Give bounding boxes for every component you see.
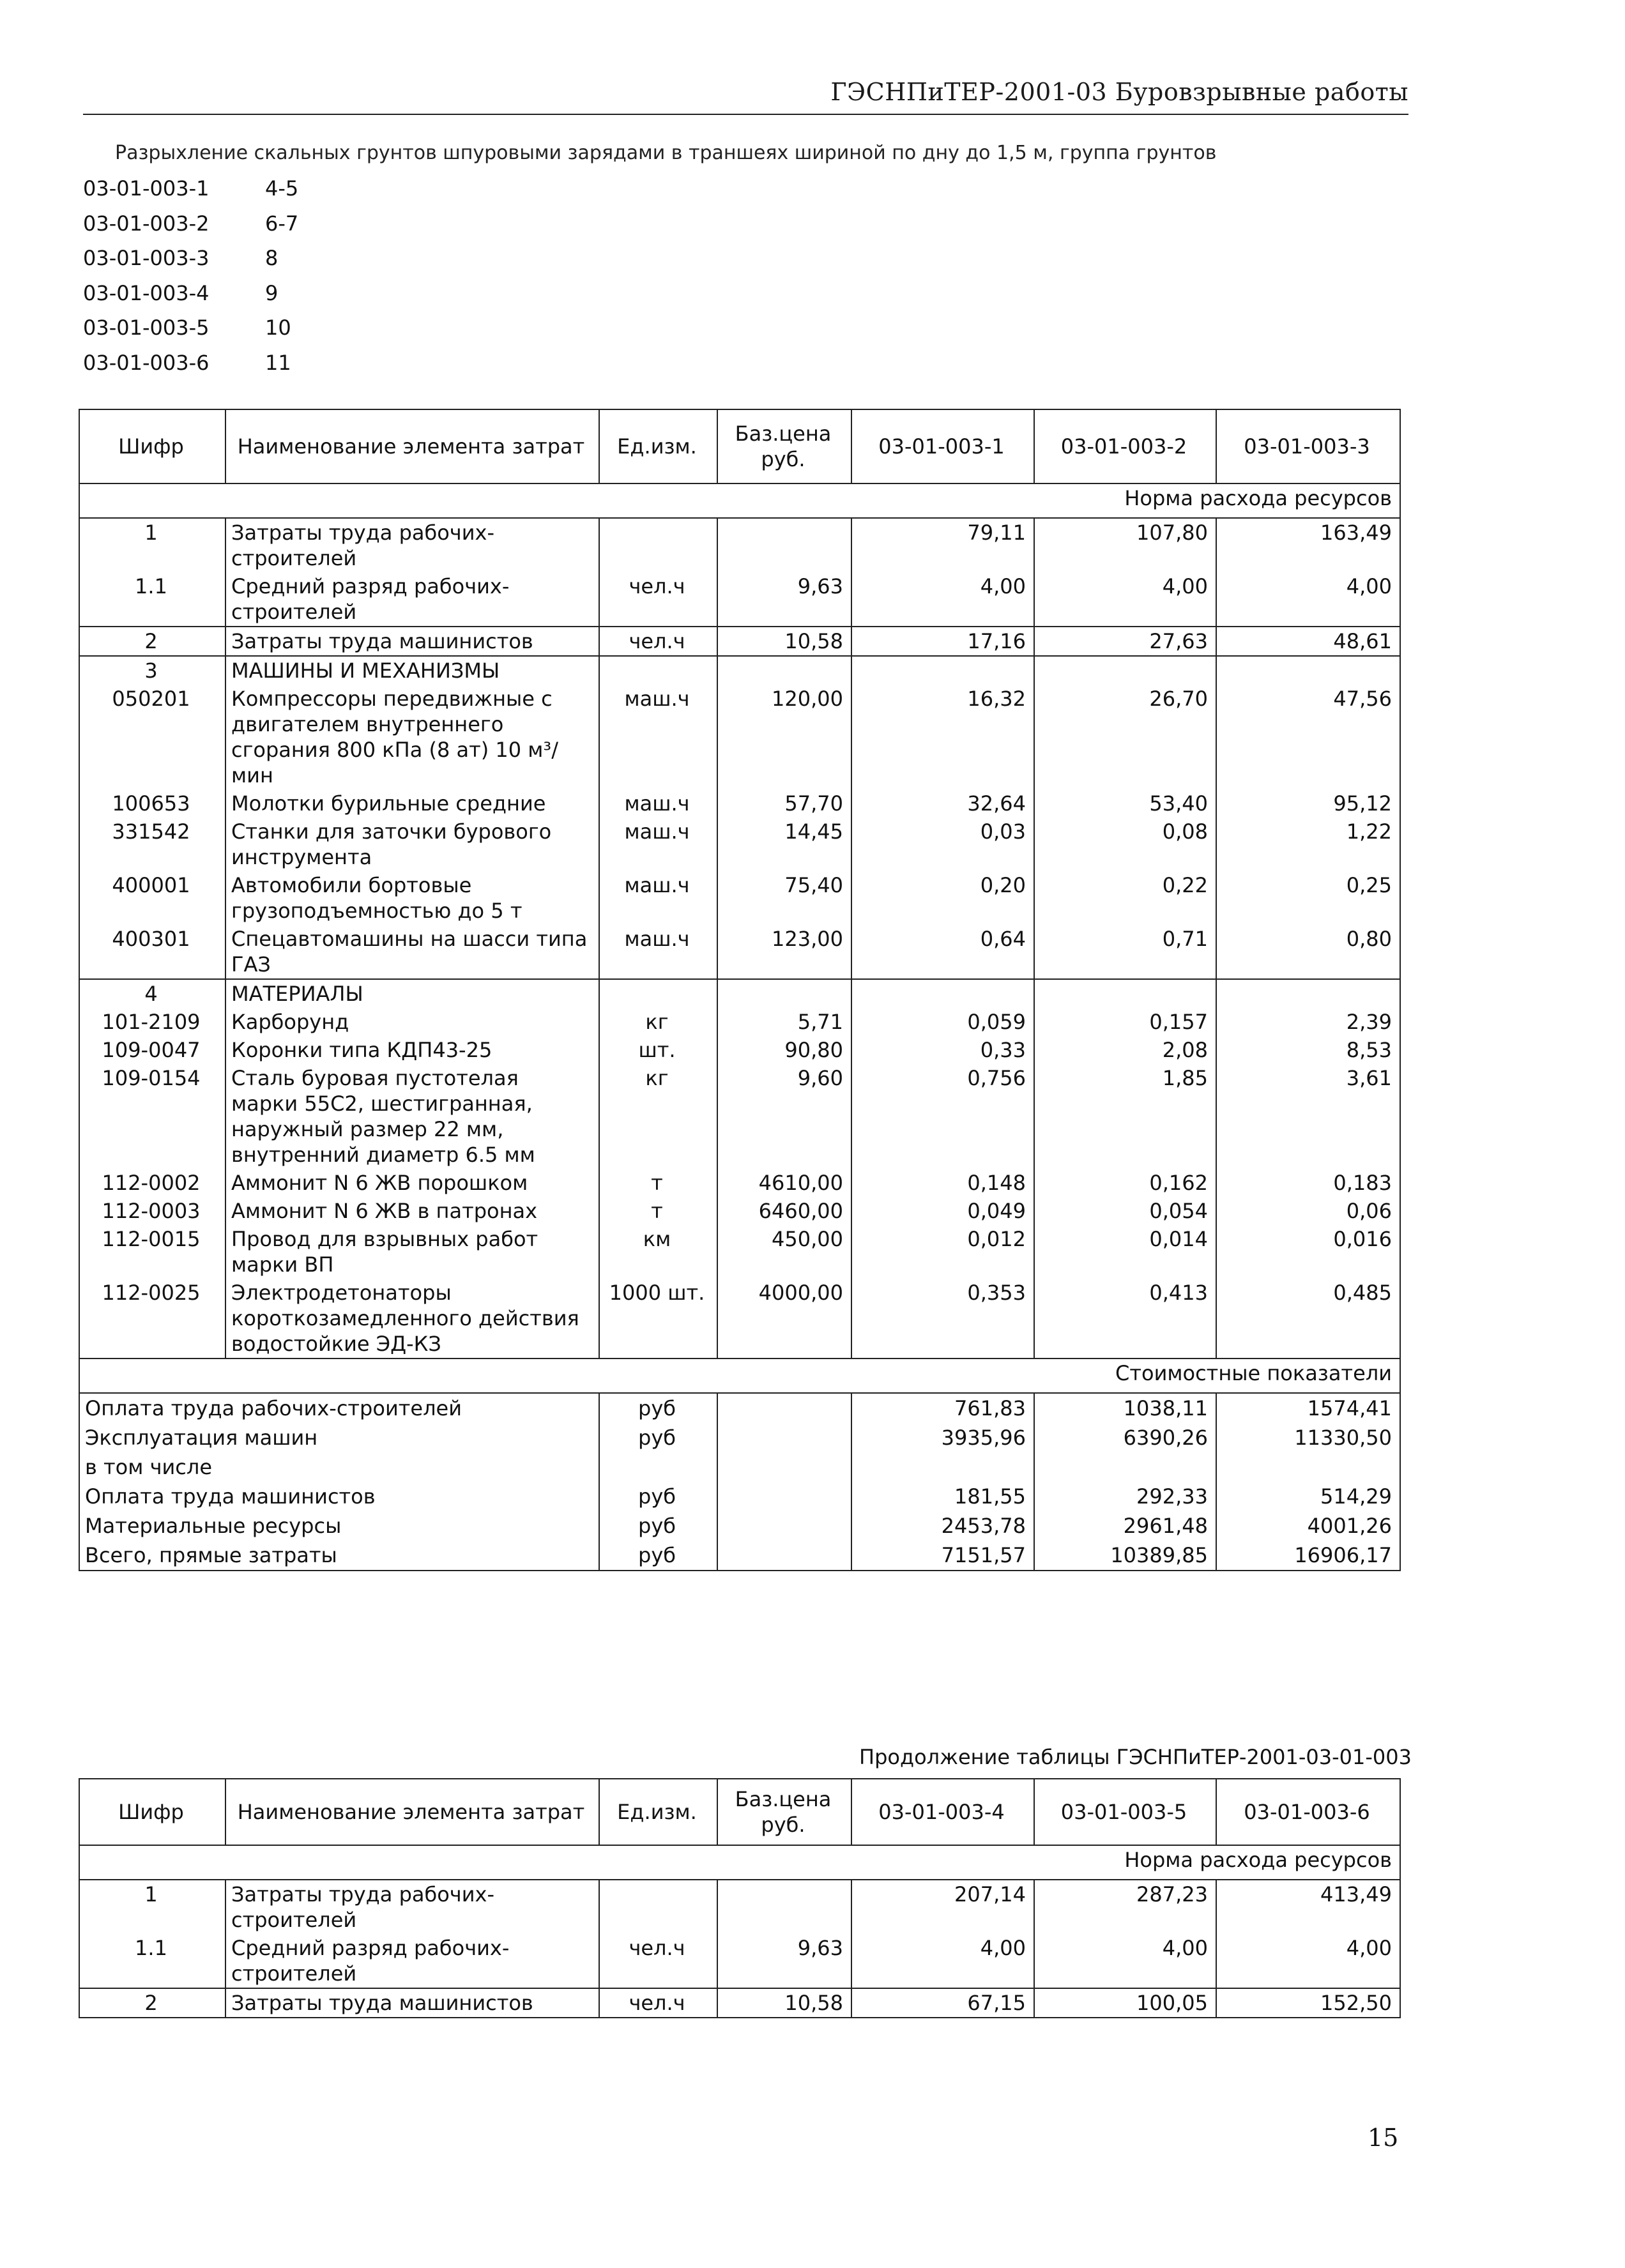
cell-norm-value bbox=[1034, 979, 1216, 1008]
cell-price bbox=[717, 518, 851, 572]
cell-code: 112-0015 bbox=[79, 1225, 225, 1279]
cell-price: 4000,00 bbox=[717, 1279, 851, 1359]
summary-label: Оплата труда машинистов bbox=[79, 1482, 599, 1511]
cell-norm-value: 79,11 bbox=[851, 518, 1034, 572]
cell-code: 1.1 bbox=[79, 572, 225, 627]
resource-norm-table-continued bbox=[79, 1778, 1401, 2018]
cell-unit: шт. bbox=[599, 1036, 717, 1064]
cell-unit: чел.ч bbox=[599, 1988, 717, 2018]
cell-code: 400001 bbox=[79, 871, 225, 925]
column-header-name: Наименование элемента затрат bbox=[225, 409, 599, 483]
cell-norm-value bbox=[1034, 656, 1216, 685]
summary-row bbox=[79, 1452, 1400, 1482]
cell-norm-value: 413,49 bbox=[1216, 1880, 1400, 1934]
cell-norm-value bbox=[1216, 979, 1400, 1008]
soil-group: 11 bbox=[265, 350, 291, 375]
summary-row bbox=[79, 1511, 1400, 1541]
summary-unit: руб bbox=[599, 1511, 717, 1541]
cell-unit bbox=[599, 656, 717, 685]
cell-norm-value: 0,25 bbox=[1216, 871, 1400, 925]
cell-norm-value: 0,059 bbox=[851, 1008, 1034, 1036]
summary-value: 181,55 bbox=[851, 1482, 1034, 1511]
summary-label: в том числе bbox=[79, 1452, 599, 1482]
column-header-code: Шифр bbox=[79, 409, 225, 483]
summary-row bbox=[79, 1423, 1400, 1452]
cell-code: 112-0003 bbox=[79, 1197, 225, 1225]
soil-group: 9 bbox=[265, 280, 278, 305]
column-header-unit: Ед.изм. bbox=[599, 1779, 717, 1845]
cell-norm-value: 2,39 bbox=[1216, 1008, 1400, 1036]
cell-code: 2 bbox=[79, 1988, 225, 2018]
summary-unit bbox=[599, 1452, 717, 1482]
cell-price: 9,63 bbox=[717, 1934, 851, 1988]
summary-value: 2961,48 bbox=[1034, 1511, 1216, 1541]
table-row bbox=[79, 789, 1400, 818]
running-header bbox=[83, 75, 1408, 115]
cell-price: 75,40 bbox=[717, 871, 851, 925]
column-header-norm: 03-01-003-2 bbox=[1034, 409, 1216, 483]
table-row bbox=[79, 518, 1400, 572]
section-label-row bbox=[79, 1359, 1400, 1393]
cell-norm-value: 0,22 bbox=[1034, 871, 1216, 925]
cell-norm-value: 26,70 bbox=[1034, 685, 1216, 789]
cell-norm-value bbox=[1216, 656, 1400, 685]
column-header-name: Наименование элемента затрат bbox=[225, 1779, 599, 1845]
cell-name: Средний разряд рабочих-строителей bbox=[225, 1934, 599, 1988]
summary-value: 761,83 bbox=[851, 1393, 1034, 1423]
code-id: 03-01-003-4 bbox=[83, 280, 210, 305]
cell-unit: чел.ч bbox=[599, 1934, 717, 1988]
resource-norm-table bbox=[79, 409, 1401, 1571]
cell-norm-value: 1,22 bbox=[1216, 818, 1400, 871]
section-description: Разрыхление скальных грунтов шпуровыми зарядами в траншеях шириной по дну до 1,5 м, группа грунтов bbox=[115, 142, 1217, 164]
code-id: 03-01-003-6 bbox=[83, 350, 210, 375]
cell-code: 109-0047 bbox=[79, 1036, 225, 1064]
table-row bbox=[79, 818, 1400, 871]
summary-label: Всего, прямые затраты bbox=[79, 1541, 599, 1571]
cell-norm-value: 8,53 bbox=[1216, 1036, 1400, 1064]
cell-price: 4610,00 bbox=[717, 1169, 851, 1197]
cell-code: 100653 bbox=[79, 789, 225, 818]
cell-norm-value: 163,49 bbox=[1216, 518, 1400, 572]
cell-unit: маш.ч bbox=[599, 925, 717, 979]
table-row bbox=[79, 1008, 1400, 1036]
cell-norm-value: 207,14 bbox=[851, 1880, 1034, 1934]
header-title: ГЭСНПиТЕР-2001-03 Буровзрывные работы bbox=[830, 78, 1408, 106]
cell-name: Средний разряд рабочих-строителей bbox=[225, 572, 599, 627]
summary-value bbox=[851, 1452, 1034, 1482]
cell-price bbox=[717, 656, 851, 685]
cell-price: 120,00 bbox=[717, 685, 851, 789]
summary-value: 16906,17 bbox=[1216, 1541, 1400, 1571]
table-row bbox=[79, 1169, 1400, 1197]
cell-code: 112-0002 bbox=[79, 1169, 225, 1197]
cell-norm-value: 2,08 bbox=[1034, 1036, 1216, 1064]
summary-value: 3935,96 bbox=[851, 1423, 1034, 1452]
summary-unit: руб bbox=[599, 1423, 717, 1452]
cell-price: 123,00 bbox=[717, 925, 851, 979]
table-row bbox=[79, 979, 1400, 1008]
summary-row bbox=[79, 1393, 1400, 1423]
column-header-norm: 03-01-003-1 bbox=[851, 409, 1034, 483]
summary-value bbox=[1034, 1452, 1216, 1482]
column-header-price: Баз.цена руб. bbox=[717, 1779, 851, 1845]
cell-unit: кг bbox=[599, 1064, 717, 1169]
cell-name: Аммонит N 6 ЖВ порошком bbox=[225, 1169, 599, 1197]
summary-value: 1038,11 bbox=[1034, 1393, 1216, 1423]
cell-norm-value: 0,20 bbox=[851, 871, 1034, 925]
column-header-norm: 03-01-003-4 bbox=[851, 1779, 1034, 1845]
cell-name: Затраты труда рабочих-строителей bbox=[225, 1880, 599, 1934]
section-label: Стоимостные показатели bbox=[79, 1359, 1400, 1393]
cell-code: 1.1 bbox=[79, 1934, 225, 1988]
cell-code: 1 bbox=[79, 518, 225, 572]
cell-norm-value: 0,485 bbox=[1216, 1279, 1400, 1359]
cell-norm-value: 0,71 bbox=[1034, 925, 1216, 979]
table-row bbox=[79, 1880, 1400, 1934]
soil-group: 8 bbox=[265, 246, 278, 270]
cell-norm-value: 4,00 bbox=[1034, 572, 1216, 627]
summary-unit: руб bbox=[599, 1393, 717, 1423]
cell-norm-value: 0,03 bbox=[851, 818, 1034, 871]
summary-value bbox=[1216, 1452, 1400, 1482]
summary-row bbox=[79, 1541, 1400, 1571]
cell-norm-value: 95,12 bbox=[1216, 789, 1400, 818]
summary-value: 10389,85 bbox=[1034, 1541, 1216, 1571]
cell-norm-value: 0,162 bbox=[1034, 1169, 1216, 1197]
summary-value: 6390,26 bbox=[1034, 1423, 1216, 1452]
cell-norm-value bbox=[851, 979, 1034, 1008]
code-id: 03-01-003-5 bbox=[83, 316, 210, 340]
cell-norm-value bbox=[851, 656, 1034, 685]
section-label-row bbox=[79, 1845, 1400, 1880]
summary-label: Оплата труда рабочих-строителей bbox=[79, 1393, 599, 1423]
table-row bbox=[79, 871, 1400, 925]
summary-label: Эксплуатация машин bbox=[79, 1423, 599, 1452]
summary-blank bbox=[717, 1511, 851, 1541]
soil-group: 6-7 bbox=[265, 211, 299, 236]
column-header-price: Баз.цена руб. bbox=[717, 409, 851, 483]
cell-unit: т bbox=[599, 1197, 717, 1225]
table-row bbox=[79, 685, 1400, 789]
table-header-row bbox=[79, 1779, 1400, 1845]
table-row bbox=[79, 572, 1400, 627]
cell-name: Аммонит N 6 ЖВ в патронах bbox=[225, 1197, 599, 1225]
cell-price bbox=[717, 1880, 851, 1934]
table-row bbox=[79, 656, 1400, 685]
cell-norm-value: 1,85 bbox=[1034, 1064, 1216, 1169]
table-row bbox=[79, 627, 1400, 656]
cell-norm-value: 107,80 bbox=[1034, 518, 1216, 572]
section-label: Норма расхода ресурсов bbox=[79, 483, 1400, 518]
cell-unit: чел.ч bbox=[599, 627, 717, 656]
cell-name: Затраты труда машинистов bbox=[225, 1988, 599, 2018]
cell-price: 57,70 bbox=[717, 789, 851, 818]
cell-unit: маш.ч bbox=[599, 789, 717, 818]
cell-unit bbox=[599, 979, 717, 1008]
cell-norm-value: 0,016 bbox=[1216, 1225, 1400, 1279]
cell-norm-value: 47,56 bbox=[1216, 685, 1400, 789]
table-row bbox=[79, 1036, 1400, 1064]
cell-price: 10,58 bbox=[717, 1988, 851, 2018]
cell-unit bbox=[599, 518, 717, 572]
table-header-row bbox=[79, 409, 1400, 483]
code-id: 03-01-003-2 bbox=[83, 211, 210, 236]
cell-price: 450,00 bbox=[717, 1225, 851, 1279]
column-header-unit: Ед.изм. bbox=[599, 409, 717, 483]
summary-value: 514,29 bbox=[1216, 1482, 1400, 1511]
summary-blank bbox=[717, 1423, 851, 1452]
table-row bbox=[79, 1225, 1400, 1279]
cell-code: 400301 bbox=[79, 925, 225, 979]
cell-price: 90,80 bbox=[717, 1036, 851, 1064]
summary-blank bbox=[717, 1541, 851, 1571]
cell-price: 10,58 bbox=[717, 627, 851, 656]
cell-name: Молотки бурильные средние bbox=[225, 789, 599, 818]
cell-price: 6460,00 bbox=[717, 1197, 851, 1225]
summary-value: 4001,26 bbox=[1216, 1511, 1400, 1541]
cell-price: 14,45 bbox=[717, 818, 851, 871]
cell-code: 109-0154 bbox=[79, 1064, 225, 1169]
cell-price bbox=[717, 979, 851, 1008]
cell-name: Коронки типа КДП43-25 bbox=[225, 1036, 599, 1064]
cell-price: 9,60 bbox=[717, 1064, 851, 1169]
cell-norm-value: 0,33 bbox=[851, 1036, 1034, 1064]
cell-norm-value: 0,08 bbox=[1034, 818, 1216, 871]
cell-norm-value: 17,16 bbox=[851, 627, 1034, 656]
cell-norm-value: 16,32 bbox=[851, 685, 1034, 789]
cell-norm-value: 0,413 bbox=[1034, 1279, 1216, 1359]
soil-group: 10 bbox=[265, 316, 291, 340]
table-row bbox=[79, 1064, 1400, 1169]
cell-code: 2 bbox=[79, 627, 225, 656]
cell-norm-value: 0,148 bbox=[851, 1169, 1034, 1197]
cell-norm-value: 32,64 bbox=[851, 789, 1034, 818]
cell-norm-value: 0,183 bbox=[1216, 1169, 1400, 1197]
cell-norm-value: 152,50 bbox=[1216, 1988, 1400, 2018]
cell-code: 101-2109 bbox=[79, 1008, 225, 1036]
cell-norm-value: 0,054 bbox=[1034, 1197, 1216, 1225]
summary-value: 1574,41 bbox=[1216, 1393, 1400, 1423]
cell-norm-value: 0,014 bbox=[1034, 1225, 1216, 1279]
summary-blank bbox=[717, 1482, 851, 1511]
summary-value: 11330,50 bbox=[1216, 1423, 1400, 1452]
section-label: Норма расхода ресурсов bbox=[79, 1845, 1400, 1880]
cell-price: 9,63 bbox=[717, 572, 851, 627]
cell-name: Автомобили бортовые грузоподъемностью до 5 т bbox=[225, 871, 599, 925]
cell-norm-value: 0,353 bbox=[851, 1279, 1034, 1359]
cell-code: 331542 bbox=[79, 818, 225, 871]
summary-blank bbox=[717, 1393, 851, 1423]
column-header-norm: 03-01-003-5 bbox=[1034, 1779, 1216, 1845]
summary-value: 292,33 bbox=[1034, 1482, 1216, 1511]
table-row bbox=[79, 1279, 1400, 1359]
cell-name: Спецавтомашины на шасси типа ГАЗ bbox=[225, 925, 599, 979]
cell-norm-value: 0,80 bbox=[1216, 925, 1400, 979]
cell-unit: чел.ч bbox=[599, 572, 717, 627]
summary-unit: руб bbox=[599, 1541, 717, 1571]
cell-name: МАШИНЫ И МЕХАНИЗМЫ bbox=[225, 656, 599, 685]
cell-name: Затраты труда рабочих-строителей bbox=[225, 518, 599, 572]
table-body bbox=[79, 1845, 1400, 2018]
summary-value: 2453,78 bbox=[851, 1511, 1034, 1541]
cell-norm-value: 27,63 bbox=[1034, 627, 1216, 656]
cell-name: Станки для заточки бурового инструмента bbox=[225, 818, 599, 871]
cell-norm-value: 67,15 bbox=[851, 1988, 1034, 2018]
summary-value: 7151,57 bbox=[851, 1541, 1034, 1571]
cell-unit: маш.ч bbox=[599, 871, 717, 925]
cell-unit: кг bbox=[599, 1008, 717, 1036]
cell-norm-value: 48,61 bbox=[1216, 627, 1400, 656]
cell-code: 1 bbox=[79, 1880, 225, 1934]
cell-norm-value: 4,00 bbox=[1034, 1934, 1216, 1988]
cell-name: Сталь буровая пустотелая марки 55С2, шестигранная, наружный размер 22 мм, внутренний диаметр 6.5 мм bbox=[225, 1064, 599, 1169]
cell-norm-value: 0,64 bbox=[851, 925, 1034, 979]
cell-norm-value: 0,756 bbox=[851, 1064, 1034, 1169]
cell-name: Компрессоры передвижные с двигателем внутреннего сгорания 800 кПа (8 ат) 10 м³/мин bbox=[225, 685, 599, 789]
cell-norm-value: 0,06 bbox=[1216, 1197, 1400, 1225]
cell-norm-value: 4,00 bbox=[851, 572, 1034, 627]
cell-code: 050201 bbox=[79, 685, 225, 789]
cell-norm-value: 4,00 bbox=[1216, 1934, 1400, 1988]
column-header-code: Шифр bbox=[79, 1779, 225, 1845]
cell-price: 5,71 bbox=[717, 1008, 851, 1036]
continuation-caption: Продолжение таблицы ГЭСНПиТЕР-2001-03-01-003 bbox=[859, 1745, 1412, 1769]
summary-row bbox=[79, 1482, 1400, 1511]
cell-norm-value: 100,05 bbox=[1034, 1988, 1216, 2018]
cell-norm-value: 0,157 bbox=[1034, 1008, 1216, 1036]
summary-unit: руб bbox=[599, 1482, 717, 1511]
cell-name: Карборунд bbox=[225, 1008, 599, 1036]
cell-norm-value: 0,049 bbox=[851, 1197, 1034, 1225]
table-row bbox=[79, 1934, 1400, 1988]
cell-norm-value: 4,00 bbox=[1216, 572, 1400, 627]
cell-norm-value: 287,23 bbox=[1034, 1880, 1216, 1934]
summary-label: Материальные ресурсы bbox=[79, 1511, 599, 1541]
page-number: 15 bbox=[1368, 2124, 1399, 2152]
cell-norm-value: 4,00 bbox=[851, 1934, 1034, 1988]
cell-name: МАТЕРИАЛЫ bbox=[225, 979, 599, 1008]
cell-unit: маш.ч bbox=[599, 685, 717, 789]
section-label-row bbox=[79, 483, 1400, 518]
cell-code: 3 bbox=[79, 656, 225, 685]
column-header-norm: 03-01-003-3 bbox=[1216, 409, 1400, 483]
cell-norm-value: 0,012 bbox=[851, 1225, 1034, 1279]
table-body bbox=[79, 483, 1400, 1571]
code-id: 03-01-003-3 bbox=[83, 246, 210, 270]
table-row bbox=[79, 925, 1400, 979]
cell-norm-value: 53,40 bbox=[1034, 789, 1216, 818]
summary-blank bbox=[717, 1452, 851, 1482]
table-row bbox=[79, 1988, 1400, 2018]
soil-group: 4-5 bbox=[265, 176, 299, 201]
cell-unit bbox=[599, 1880, 717, 1934]
cell-name: Провод для взрывных работ марки ВП bbox=[225, 1225, 599, 1279]
cell-unit: 1000 шт. bbox=[599, 1279, 717, 1359]
column-header-norm: 03-01-003-6 bbox=[1216, 1779, 1400, 1845]
cell-name: Затраты труда машинистов bbox=[225, 627, 599, 656]
cell-code: 4 bbox=[79, 979, 225, 1008]
cell-name: Электродетонаторы короткозамедленного действия водостойкие ЭД-КЗ bbox=[225, 1279, 599, 1359]
code-id: 03-01-003-1 bbox=[83, 176, 210, 201]
cell-unit: т bbox=[599, 1169, 717, 1197]
table-row bbox=[79, 1197, 1400, 1225]
cell-code: 112-0025 bbox=[79, 1279, 225, 1359]
cell-unit: маш.ч bbox=[599, 818, 717, 871]
cell-norm-value: 3,61 bbox=[1216, 1064, 1400, 1169]
cell-unit: км bbox=[599, 1225, 717, 1279]
